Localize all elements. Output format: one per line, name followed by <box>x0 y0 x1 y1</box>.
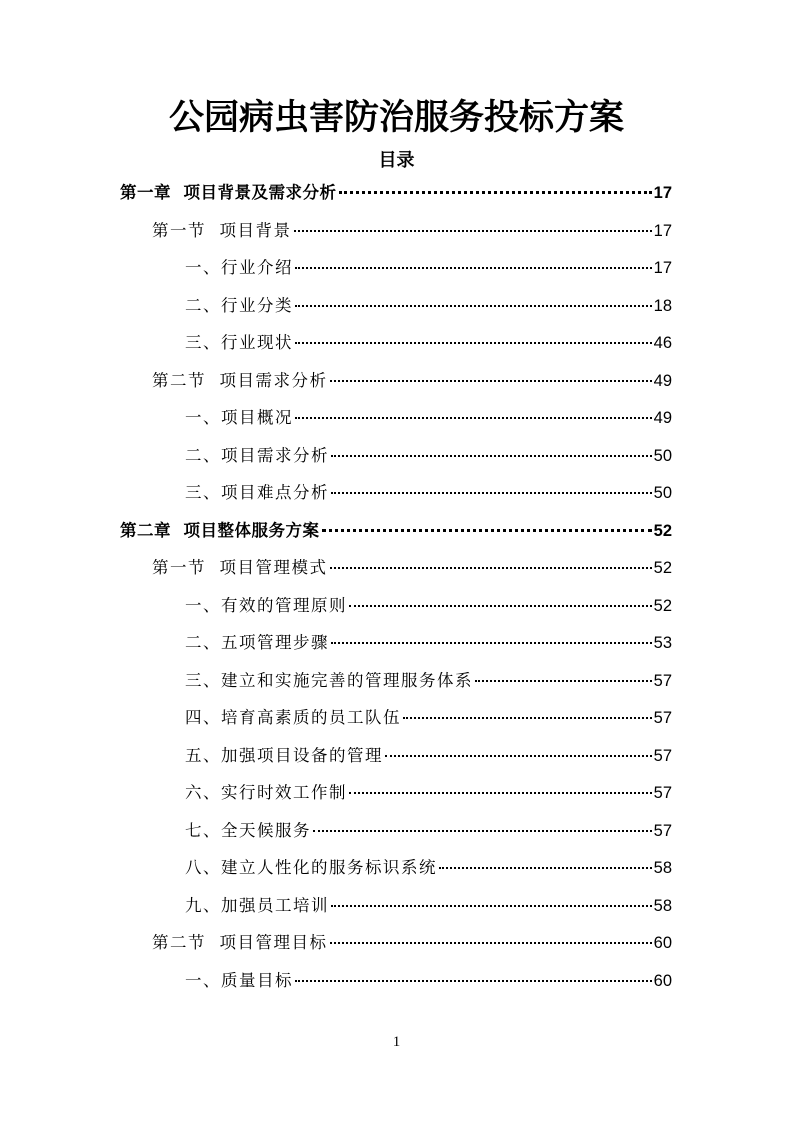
toc-entry-page: 60 <box>653 934 672 952</box>
toc-entry-page: 53 <box>653 634 672 652</box>
toc-entry-page: 17 <box>653 259 672 277</box>
toc-entry-label: 第二章 项目整体服务方案 <box>120 520 320 540</box>
table-of-contents <box>0 174 793 999</box>
toc-section-entry[interactable] <box>0 362 793 400</box>
dot-leader <box>339 191 652 194</box>
dot-leader <box>294 230 652 232</box>
toc-entry-label: 四、培育高素质的员工队伍 <box>185 708 401 727</box>
toc-subsection-entry[interactable] <box>0 699 793 737</box>
toc-entry-page: 50 <box>653 484 672 502</box>
toc-entry-page: 49 <box>653 371 672 390</box>
toc-entry-label: 三、项目难点分析 <box>185 483 329 502</box>
toc-heading: 目录 <box>378 150 415 171</box>
toc-subsection-entry[interactable] <box>0 437 793 475</box>
toc-entry-label: 六、实行时效工作制 <box>185 783 347 802</box>
dot-leader <box>331 905 652 907</box>
toc-entry-label: 第二节 项目需求分析 <box>152 370 328 390</box>
dot-leader <box>295 417 652 419</box>
toc-subsection-entry[interactable] <box>0 887 793 925</box>
toc-entry-page: 18 <box>653 296 672 315</box>
toc-section-entry[interactable] <box>0 549 793 587</box>
toc-entry-label: 第一节 项目管理模式 <box>152 558 328 577</box>
toc-entry-page: 58 <box>653 859 672 877</box>
toc-entry-label: 二、项目需求分析 <box>185 445 329 465</box>
toc-entry-page: 57 <box>653 784 672 802</box>
document-title: 公园病虫害防治服务投标方案 <box>168 98 624 138</box>
dot-leader <box>313 830 652 832</box>
toc-entry-label: 九、加强员工培训 <box>185 895 329 915</box>
toc-subsection-entry[interactable] <box>0 774 793 812</box>
toc-chapter-entry[interactable] <box>0 174 793 212</box>
toc-subsection-entry[interactable] <box>0 624 793 662</box>
dot-leader <box>295 267 652 269</box>
dot-leader <box>330 942 652 944</box>
toc-entry-page: 60 <box>653 971 672 990</box>
toc-entry-page: 50 <box>653 446 672 465</box>
toc-entry-label: 三、行业现状 <box>185 333 293 352</box>
toc-section-entry[interactable] <box>0 924 793 962</box>
toc-subsection-entry[interactable] <box>0 587 793 625</box>
toc-subsection-entry[interactable] <box>0 962 793 1000</box>
dot-leader <box>385 755 652 757</box>
dot-leader <box>295 980 652 982</box>
toc-entry-page: 57 <box>653 671 672 690</box>
dot-leader <box>331 492 652 494</box>
dot-leader <box>349 605 652 607</box>
toc-chapter-entry[interactable] <box>0 512 793 550</box>
toc-subsection-entry[interactable] <box>0 737 793 775</box>
toc-entry-label: 第一章 项目背景及需求分析 <box>120 183 337 202</box>
toc-entry-label: 一、有效的管理原则 <box>185 595 347 615</box>
toc-entry-page: 57 <box>653 746 672 765</box>
toc-entry-label: 五、加强项目设备的管理 <box>185 745 383 765</box>
toc-entry-page: 46 <box>653 334 672 352</box>
dot-leader <box>330 567 652 569</box>
toc-entry-label: 二、行业分类 <box>185 295 293 315</box>
toc-entry-page: 17 <box>653 221 672 240</box>
toc-subsection-entry[interactable] <box>0 287 793 325</box>
dot-leader <box>330 380 652 382</box>
toc-subsection-entry[interactable] <box>0 662 793 700</box>
toc-entry-page: 58 <box>653 896 672 915</box>
toc-entry-page: 17 <box>653 184 672 202</box>
toc-entry-page: 49 <box>653 409 672 427</box>
dot-leader <box>439 867 652 869</box>
toc-subsection-entry[interactable] <box>0 399 793 437</box>
toc-subsection-entry[interactable] <box>0 249 793 287</box>
toc-entry-label: 三、建立和实施完善的管理服务体系 <box>185 670 473 690</box>
toc-subsection-entry[interactable] <box>0 849 793 887</box>
toc-entry-page: 57 <box>653 821 672 840</box>
dot-leader <box>295 305 652 307</box>
toc-entry-page: 52 <box>653 559 672 577</box>
dot-leader <box>322 529 652 532</box>
dot-leader <box>331 642 652 644</box>
toc-entry-label: 二、五项管理步骤 <box>185 633 329 652</box>
dot-leader <box>295 342 652 344</box>
toc-entry-page: 52 <box>653 521 672 540</box>
toc-entry-label: 一、行业介绍 <box>185 258 293 277</box>
dot-leader <box>349 792 652 794</box>
toc-entry-label: 七、全天候服务 <box>185 820 311 840</box>
dot-leader <box>403 717 652 719</box>
toc-entry-page: 57 <box>653 709 672 727</box>
toc-subsection-entry[interactable] <box>0 812 793 850</box>
page-number: 1 <box>392 1034 401 1050</box>
toc-entry-label: 一、质量目标 <box>185 970 293 990</box>
dot-leader <box>475 680 652 682</box>
toc-entry-label: 一、项目概况 <box>185 408 293 427</box>
toc-subsection-entry[interactable] <box>0 324 793 362</box>
toc-subsection-entry[interactable] <box>0 474 793 512</box>
toc-section-entry[interactable] <box>0 212 793 250</box>
toc-entry-label: 第二节 项目管理目标 <box>152 933 328 952</box>
toc-entry-page: 52 <box>653 596 672 615</box>
toc-entry-label: 八、建立人性化的服务标识系统 <box>185 858 437 877</box>
toc-entry-label: 第一节 项目背景 <box>152 220 292 240</box>
dot-leader <box>331 455 652 457</box>
